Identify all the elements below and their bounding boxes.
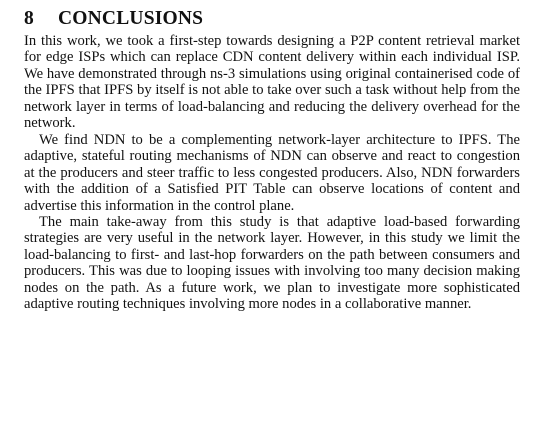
section-title: CONCLUSIONS [58,8,204,29]
paragraph-2: We find NDN to be a complementing network-layer architecture to IPFS. The adaptive, stateful routing mechanisms of NDN can observe and react to congestion at the producers and steer traffic to less congested producers. Also, NDN forwarders with the addition of a Satisfied PIT Table can observe locations of content and advertise this information in the control plane. [24,131,520,214]
section-heading [24,8,520,30]
paragraph-1: In this work, we took a first-step towards designing a P2P content retrieval market for edge ISPs which can replace CDN content delivery within each individual ISP. We have demonstrated through ns-3 simulations using original containerised code of the IPFS that IPFS by itself is not able to take over such a task without help from the network layer in terms of load-balancing and reducing the delivery overhead for the network. [24,33,520,132]
section-number: 8 [24,8,34,29]
conclusions-section [24,8,520,313]
paragraph-3: The main take-away from this study is that adaptive load-based forwarding strategies are very useful in the network layer. However, in this study we limit the load-balancing to first- and last-hop forwarders on the path between consumers and producers. This was due to looping issues with involving too many decision making nodes on the path. As a future work, we plan to investigate more sophisticated adaptive routing techniques involving more nodes in a collaborative manner. [24,213,520,313]
